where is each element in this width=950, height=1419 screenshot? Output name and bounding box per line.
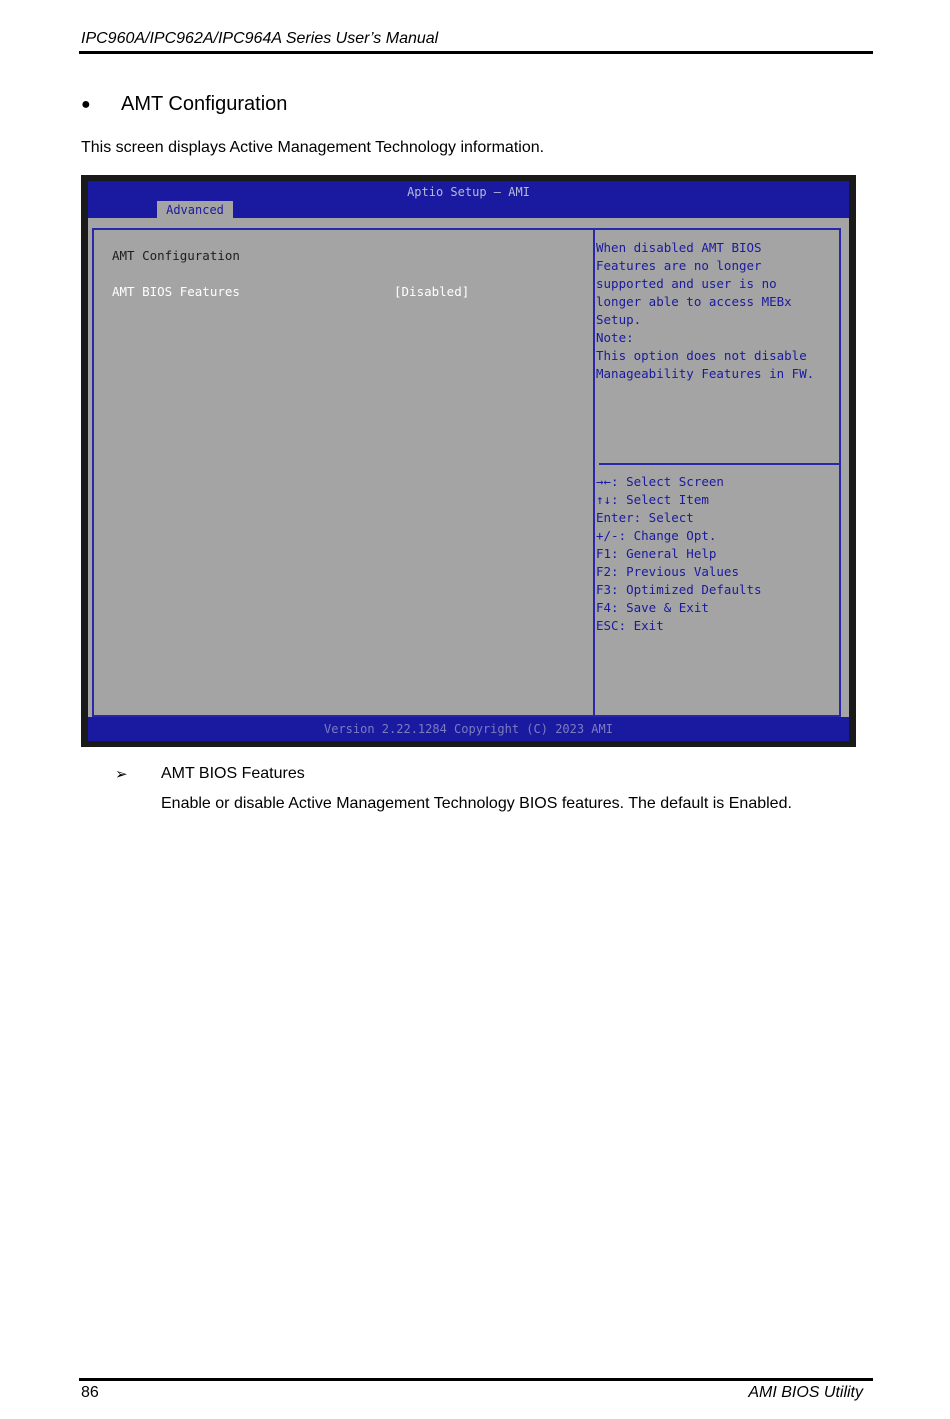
key-line: Enter: Select [596, 510, 694, 525]
bios-item-value: [Disabled] [394, 284, 470, 299]
help-line: Features are no longer [596, 258, 762, 273]
bullet-icon: ● [81, 96, 91, 113]
bios-item-label: AMT BIOS Features [112, 284, 240, 299]
bios-status-bar [88, 717, 849, 741]
arrow-bullet-icon: ➢ [115, 766, 128, 783]
help-line: This option does not disable [596, 348, 807, 363]
help-line: Manageability Features in FW. [596, 366, 815, 381]
key-line: ESC: Exit [596, 618, 664, 633]
option-title: AMT BIOS Features [161, 765, 305, 782]
bios-help-panel [593, 228, 841, 717]
help-line: Setup. [596, 312, 642, 327]
bios-key-legend [596, 473, 836, 635]
help-line: longer able to access MEBx [596, 294, 792, 309]
bios-title: Aptio Setup – AMI [407, 185, 530, 199]
key-line: +/-: Change Opt. [596, 528, 717, 543]
bios-body [88, 218, 849, 717]
key-line: F4: Save & Exit [596, 600, 709, 615]
bios-screenshot [81, 175, 856, 747]
bios-settings-panel [92, 228, 595, 717]
bios-tab-advanced: Advanced [157, 201, 233, 220]
bios-help-divider [599, 463, 839, 465]
section-intro: This screen displays Active Management Technology information. [81, 139, 545, 156]
header-rule [79, 51, 873, 54]
help-line: supported and user is no [596, 276, 777, 291]
help-line: When disabled AMT BIOS [596, 240, 762, 255]
key-line: →←: Select Screen [596, 474, 724, 489]
chapter-title: AMI BIOS Utility [748, 1384, 863, 1401]
section-title: AMT Configuration [121, 93, 288, 115]
footer-rule [79, 1378, 873, 1381]
key-line: ↑↓: Select Item [596, 492, 709, 507]
manual-header-title: IPC960A/IPC962A/IPC964A Series User’s Manual [81, 30, 439, 47]
key-line: F2: Previous Values [596, 564, 739, 579]
page-number: 86 [81, 1384, 99, 1401]
key-line: F3: Optimized Defaults [596, 582, 762, 597]
bios-help-text [596, 239, 836, 383]
bios-version: Version 2.22.1284 Copyright (C) 2023 AMI [324, 722, 613, 736]
bios-heading: AMT Configuration [112, 248, 240, 263]
help-line: Note: [596, 330, 634, 345]
option-description: Enable or disable Active Management Technology BIOS features. The default is Enabled. [161, 795, 792, 812]
key-line: F1: General Help [596, 546, 717, 561]
